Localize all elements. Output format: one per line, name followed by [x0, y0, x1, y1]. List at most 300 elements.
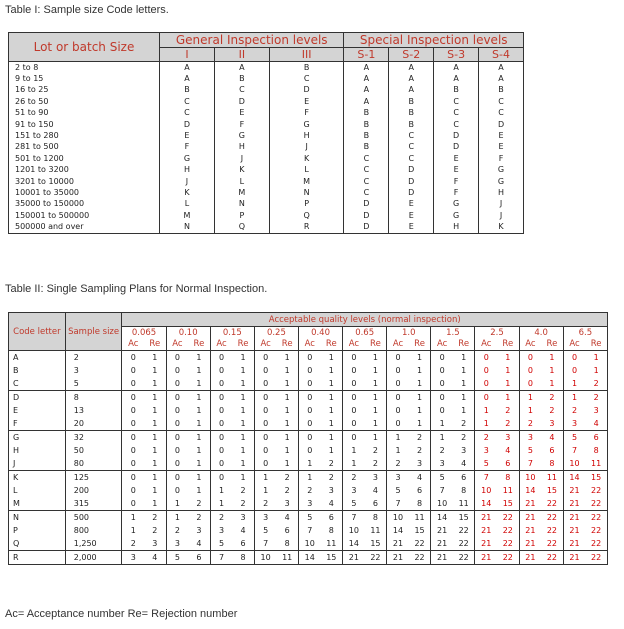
code-letter-cell: A	[344, 96, 389, 107]
code-letter-cell: B	[184, 85, 190, 95]
re-value-cell: 2	[328, 459, 334, 468]
ac-value-cell: 21	[387, 551, 409, 565]
ac-value-cell: 5	[343, 497, 365, 511]
ac-value-cell: 0	[166, 484, 188, 497]
ac-value-cell: 1	[343, 457, 365, 471]
re-value-cell: 1	[284, 419, 290, 428]
code-letter-cell: J	[479, 210, 524, 221]
ac-value-cell: 1	[298, 457, 320, 471]
ac-value-cell: 0	[166, 391, 188, 405]
re-value-cell: 1	[196, 419, 202, 428]
ac-value-cell: 1	[431, 417, 453, 431]
ac-value-cell: 3	[166, 537, 188, 551]
re-value-cell: 1	[152, 379, 158, 388]
ac-value-cell: 0	[122, 444, 144, 457]
re-value-cell: 1	[284, 459, 290, 468]
re-value-cell: 11	[458, 499, 469, 508]
re-value-cell: 2	[240, 499, 246, 508]
re-value-cell: 2	[196, 513, 202, 522]
code-letter-cell: G	[183, 153, 191, 163]
re-value-cell: 11	[546, 473, 558, 482]
level-header: S-1	[344, 48, 389, 62]
re-value-cell: 22	[546, 553, 558, 562]
re-value-cell: 22	[502, 513, 513, 522]
re-value-cell: 1	[417, 393, 423, 402]
table-row	[9, 85, 524, 96]
ac-value-cell: 3	[431, 457, 453, 471]
re-value-cell: 1	[505, 353, 511, 362]
code-letter-cell: C	[479, 108, 524, 119]
ac-value-cell: 10	[298, 537, 320, 551]
ac-value-cell: 0	[254, 457, 276, 471]
re-value-cell: 1	[152, 353, 158, 362]
ac-value-cell: 21	[475, 551, 497, 565]
ac-value-cell: 21	[519, 524, 541, 537]
code-letter-cell: D	[183, 119, 191, 129]
ac-value-cell: 0	[122, 431, 144, 445]
table-row	[9, 130, 524, 141]
code-letter-cell: A	[389, 73, 434, 84]
ac-header: Ac	[431, 338, 453, 351]
re-value-cell: 1	[328, 366, 334, 375]
ac-value-cell: 1	[387, 444, 409, 457]
re-value-cell: 1	[152, 419, 158, 428]
ac-value-cell: 0	[519, 364, 541, 377]
table-row	[9, 404, 608, 417]
ac-value-cell: 0	[210, 417, 232, 431]
code-letter-cell: L	[269, 165, 344, 176]
code-letter-cell: L	[214, 176, 269, 187]
ac-header: Ac	[343, 338, 365, 351]
ac-value-cell: 0	[343, 391, 365, 405]
sample-size-cell: 32	[65, 431, 122, 445]
ac-value-cell: 21	[475, 511, 497, 525]
code-letter-cell: E	[9, 404, 66, 417]
aql-level-header: 2.5	[475, 327, 519, 339]
code-letter-cell: C	[434, 108, 479, 119]
table2-caption: Table II: Single Sampling Plans for Normal Inspection.	[5, 283, 268, 295]
table-row	[9, 364, 608, 377]
re-value-cell: 22	[502, 526, 513, 535]
table-row	[9, 551, 608, 565]
ac-value-cell: 7	[298, 524, 320, 537]
ac-value-cell: 0	[122, 364, 144, 377]
code-letter-cell: F	[184, 142, 190, 152]
re-value-cell: 2	[505, 406, 511, 415]
ac-header: Ac	[210, 338, 232, 351]
code-letter-cell: N	[183, 222, 190, 232]
ac-value-cell: 0	[122, 377, 144, 391]
ac-value-cell: 7	[519, 457, 541, 471]
re-value-cell: 1	[505, 379, 511, 388]
code-letter-cell: A	[184, 62, 190, 72]
code-letter-cell: J	[9, 457, 66, 471]
re-header: Re	[585, 338, 607, 351]
code-letter-cell: N	[9, 511, 66, 525]
code-letter-cell: H	[434, 221, 479, 233]
ac-value-cell: 0	[166, 404, 188, 417]
re-value-cell: 1	[284, 379, 290, 388]
ac-value-cell: 0	[122, 471, 144, 485]
re-value-cell: 1	[196, 446, 202, 455]
re-value-cell: 1	[196, 406, 202, 415]
code-letter-cell: D	[344, 221, 389, 233]
sample-size-cell: 13	[65, 404, 122, 417]
code-letter-cell: F	[269, 108, 344, 119]
table-row	[9, 153, 524, 164]
re-value-cell: 1	[461, 366, 467, 375]
level-header: S-2	[389, 48, 434, 62]
re-value-cell: 3	[417, 459, 423, 468]
re-value-cell: 2	[461, 433, 467, 442]
code-letter-cell: P	[214, 210, 269, 221]
ac-value-cell: 1	[519, 404, 541, 417]
re-value-cell: 4	[372, 486, 378, 495]
re-value-cell: 2	[328, 473, 334, 482]
code-letter-cell: E	[479, 142, 524, 153]
ac-value-cell: 14	[563, 471, 585, 485]
lot-size-cell: 91 to 150	[9, 119, 160, 130]
ac-value-cell: 21	[519, 511, 541, 525]
ac-value-cell: 0	[210, 444, 232, 457]
re-value-cell: 1	[196, 379, 202, 388]
code-letter-cell: G	[479, 176, 524, 187]
ac-value-cell: 2	[210, 511, 232, 525]
table2-body	[9, 351, 608, 565]
code-letter-header: Code letter	[9, 313, 66, 351]
re-value-cell: 6	[372, 499, 378, 508]
ac-value-cell: 0	[387, 404, 409, 417]
table-row	[9, 210, 524, 221]
ac-value-cell: 1	[122, 511, 144, 525]
table-row	[9, 73, 524, 84]
footnote: Ac= Acceptance number Re= Rejection number	[5, 608, 238, 620]
sample-size-cell: 800	[65, 524, 122, 537]
re-value-cell: 15	[326, 553, 337, 562]
ac-value-cell: 0	[343, 431, 365, 445]
re-value-cell: 15	[502, 499, 513, 508]
ac-value-cell: 21	[563, 497, 585, 511]
code-letter-cell: P	[9, 524, 66, 537]
re-value-cell: 1	[461, 406, 467, 415]
ac-value-cell: 2	[563, 404, 585, 417]
single-sampling-plans-table	[8, 312, 608, 565]
ac-value-cell: 0	[166, 431, 188, 445]
lot-size-cell: 151 to 280	[9, 130, 160, 141]
ac-value-cell: 2	[254, 497, 276, 511]
re-value-cell: 1	[549, 379, 555, 388]
table-row	[9, 221, 524, 233]
re-value-cell: 22	[458, 553, 469, 562]
re-value-cell: 1	[328, 353, 334, 362]
sample-size-code-letters-table	[8, 32, 524, 234]
re-value-cell: 22	[546, 539, 558, 548]
ac-value-cell: 3	[210, 524, 232, 537]
re-header: Re	[409, 338, 431, 351]
re-value-cell: 1	[240, 406, 246, 415]
ac-value-cell: 21	[431, 537, 453, 551]
code-letter-cell: E	[479, 130, 524, 141]
re-value-cell: 1	[417, 406, 423, 415]
re-value-cell: 11	[326, 539, 337, 548]
code-letter-cell: A	[389, 85, 434, 96]
re-value-cell: 22	[546, 526, 558, 535]
code-letter-cell: A	[434, 62, 479, 74]
ac-value-cell: 5	[431, 471, 453, 485]
ac-header: Ac	[387, 338, 409, 351]
re-value-cell: 4	[417, 473, 423, 482]
re-value-cell: 22	[591, 539, 602, 548]
sample-size-cell: 80	[65, 457, 122, 471]
re-value-cell: 1	[372, 366, 378, 375]
re-value-cell: 2	[152, 526, 158, 535]
ac-value-cell: 2	[519, 417, 541, 431]
code-letter-cell: C	[389, 153, 434, 164]
re-value-cell: 4	[196, 539, 202, 548]
ac-value-cell: 0	[210, 377, 232, 391]
code-letter-cell: F	[434, 176, 479, 187]
aql-header: Acceptable quality levels (normal inspection)	[122, 313, 608, 327]
ac-value-cell: 0	[387, 377, 409, 391]
code-letter-cell: J	[214, 153, 269, 164]
sample-size-cell: 500	[65, 511, 122, 525]
table-row	[9, 444, 608, 457]
ac-value-cell: 3	[298, 497, 320, 511]
ac-value-cell: 0	[298, 364, 320, 377]
re-value-cell: 8	[417, 499, 423, 508]
sample-size-cell: 2,000	[65, 551, 122, 565]
re-value-cell: 1	[284, 366, 290, 375]
re-value-cell: 1	[328, 419, 334, 428]
ac-value-cell: 0	[254, 444, 276, 457]
code-letter-cell: B	[344, 130, 389, 141]
lot-size-cell: 3201 to 10000	[9, 176, 160, 187]
code-letter-cell: C	[214, 85, 269, 96]
code-letter-cell: E	[389, 210, 434, 221]
re-value-cell: 3	[372, 473, 378, 482]
re-value-cell: 1	[328, 433, 334, 442]
code-letter-cell: K	[9, 471, 66, 485]
re-value-cell: 11	[502, 486, 513, 495]
re-value-cell: 1	[152, 433, 158, 442]
table-row	[9, 142, 524, 153]
sample-size-cell: 3	[65, 364, 122, 377]
ac-value-cell: 10	[387, 511, 409, 525]
re-header: Re	[453, 338, 475, 351]
re-header: Re	[188, 338, 210, 351]
code-letter-cell: H	[214, 142, 269, 153]
re-value-cell: 8	[284, 539, 290, 548]
re-value-cell: 11	[414, 513, 425, 522]
sample-size-header: Sample size	[65, 313, 122, 351]
re-value-cell: 2	[372, 446, 378, 455]
ac-header: Ac	[122, 338, 144, 351]
re-value-cell: 4	[593, 419, 599, 428]
table-row	[9, 431, 608, 445]
re-value-cell: 3	[328, 486, 334, 495]
re-value-cell: 8	[505, 473, 511, 482]
code-letter-cell: K	[184, 187, 190, 197]
table-row	[9, 524, 608, 537]
re-value-cell: 2	[593, 393, 599, 402]
ac-value-cell: 21	[431, 524, 453, 537]
lot-size-cell: 26 to 50	[9, 96, 160, 107]
code-letter-cell: C	[389, 130, 434, 141]
re-value-cell: 4	[461, 459, 467, 468]
ac-value-cell: 0	[519, 377, 541, 391]
ac-value-cell: 2	[298, 484, 320, 497]
re-value-cell: 6	[461, 473, 467, 482]
ac-header: Ac	[475, 338, 497, 351]
aql-level-header: 1.5	[431, 327, 475, 339]
ac-value-cell: 0	[431, 404, 453, 417]
re-value-cell: 22	[591, 553, 602, 562]
re-value-cell: 6	[196, 553, 202, 562]
re-header: Re	[276, 338, 298, 351]
code-letter-cell: A	[389, 62, 434, 74]
re-value-cell: 8	[372, 513, 378, 522]
aql-level-header: 4.0	[519, 327, 563, 339]
re-header: Re	[365, 338, 387, 351]
ac-value-cell: 0	[166, 377, 188, 391]
re-value-cell: 1	[461, 379, 467, 388]
ac-value-cell: 1	[254, 484, 276, 497]
code-letter-cell: D	[389, 165, 434, 176]
lot-size-cell: 150001 to 500000	[9, 210, 160, 221]
re-value-cell: 8	[328, 526, 334, 535]
re-value-cell: 1	[372, 379, 378, 388]
aql-level-header: 1.0	[387, 327, 431, 339]
code-letter-cell: G	[214, 130, 269, 141]
ac-value-cell: 0	[122, 497, 144, 511]
re-value-cell: 22	[546, 499, 558, 508]
code-letter-cell: H	[479, 187, 524, 198]
code-letter-cell: C	[269, 73, 344, 84]
ac-value-cell: 0	[210, 457, 232, 471]
ac-value-cell: 7	[210, 551, 232, 565]
ac-value-cell: 1	[431, 431, 453, 445]
sample-size-cell: 200	[65, 484, 122, 497]
table-row	[9, 96, 524, 107]
ac-value-cell: 7	[431, 484, 453, 497]
ac-value-cell: 10	[254, 551, 276, 565]
table1-body	[9, 62, 524, 234]
re-value-cell: 2	[196, 499, 202, 508]
re-value-cell: 3	[240, 513, 246, 522]
ac-value-cell: 21	[387, 537, 409, 551]
ac-value-cell: 5	[254, 524, 276, 537]
ac-value-cell: 0	[343, 404, 365, 417]
ac-value-cell: 1	[563, 377, 585, 391]
code-letter-cell: G	[434, 210, 479, 221]
code-letter-cell: D	[434, 142, 479, 153]
code-letter-cell: M	[269, 176, 344, 187]
ac-value-cell: 21	[475, 524, 497, 537]
re-value-cell: 6	[593, 433, 599, 442]
ac-value-cell: 0	[298, 417, 320, 431]
ac-value-cell: 21	[343, 551, 365, 565]
code-letter-cell: D	[434, 130, 479, 141]
re-value-cell: 2	[505, 419, 511, 428]
ac-value-cell: 3	[519, 431, 541, 445]
lot-size-header: Lot or batch Size	[9, 33, 160, 62]
re-value-cell: 2	[152, 513, 158, 522]
ac-value-cell: 0	[431, 377, 453, 391]
code-letter-cell: B	[389, 119, 434, 130]
re-value-cell: 4	[549, 433, 555, 442]
re-value-cell: 8	[461, 486, 467, 495]
code-letter-cell: B	[344, 142, 389, 153]
re-value-cell: 1	[240, 366, 246, 375]
ac-header: Ac	[254, 338, 276, 351]
code-letter-cell: C	[434, 119, 479, 130]
re-value-cell: 2	[461, 419, 467, 428]
code-letter-cell: C	[344, 153, 389, 164]
re-value-cell: 1	[240, 393, 246, 402]
re-value-cell: 1	[152, 459, 158, 468]
code-letter-cell: D	[389, 176, 434, 187]
ac-value-cell: 0	[210, 471, 232, 485]
code-letter-cell: Q	[9, 537, 66, 551]
ac-value-cell: 2	[475, 431, 497, 445]
re-value-cell: 2	[417, 446, 423, 455]
ac-value-cell: 0	[298, 391, 320, 405]
re-value-cell: 1	[240, 473, 246, 482]
ac-value-cell: 14	[519, 484, 541, 497]
table-row	[9, 391, 608, 405]
table-row	[9, 471, 608, 485]
ac-value-cell: 3	[343, 484, 365, 497]
re-header: Re	[541, 338, 563, 351]
re-value-cell: 1	[152, 406, 158, 415]
ac-value-cell: 0	[563, 351, 585, 365]
ac-value-cell: 0	[431, 351, 453, 365]
ac-value-cell: 14	[475, 497, 497, 511]
code-letter-cell: G	[479, 165, 524, 176]
ac-value-cell: 0	[254, 417, 276, 431]
code-letter-cell: B	[214, 73, 269, 84]
re-value-cell: 4	[284, 513, 290, 522]
re-value-cell: 22	[414, 553, 425, 562]
re-header: Re	[232, 338, 254, 351]
table-row	[9, 176, 524, 187]
ac-value-cell: 14	[343, 537, 365, 551]
code-letter-cell: D	[214, 96, 269, 107]
ac-value-cell: 0	[254, 351, 276, 365]
re-value-cell: 8	[549, 459, 555, 468]
re-value-cell: 1	[284, 446, 290, 455]
aql-level-header: 0.65	[343, 327, 387, 339]
re-value-cell: 1	[593, 353, 599, 362]
code-letter-cell: B	[9, 364, 66, 377]
ac-value-cell: 1	[387, 431, 409, 445]
lot-size-cell: 500000 and over	[9, 221, 160, 233]
re-value-cell: 8	[240, 553, 246, 562]
table-row	[9, 119, 524, 130]
lot-size-cell: 1201 to 3200	[9, 165, 160, 176]
code-letter-cell: A	[184, 74, 190, 84]
re-value-cell: 1	[196, 366, 202, 375]
re-value-cell: 1	[372, 406, 378, 415]
table-row	[9, 108, 524, 119]
re-value-cell: 11	[370, 526, 381, 535]
re-value-cell: 22	[414, 539, 425, 548]
re-value-cell: 1	[549, 366, 555, 375]
code-letter-cell: B	[389, 108, 434, 119]
code-letter-cell: K	[214, 165, 269, 176]
code-letter-cell: K	[269, 153, 344, 164]
ac-value-cell: 7	[563, 444, 585, 457]
